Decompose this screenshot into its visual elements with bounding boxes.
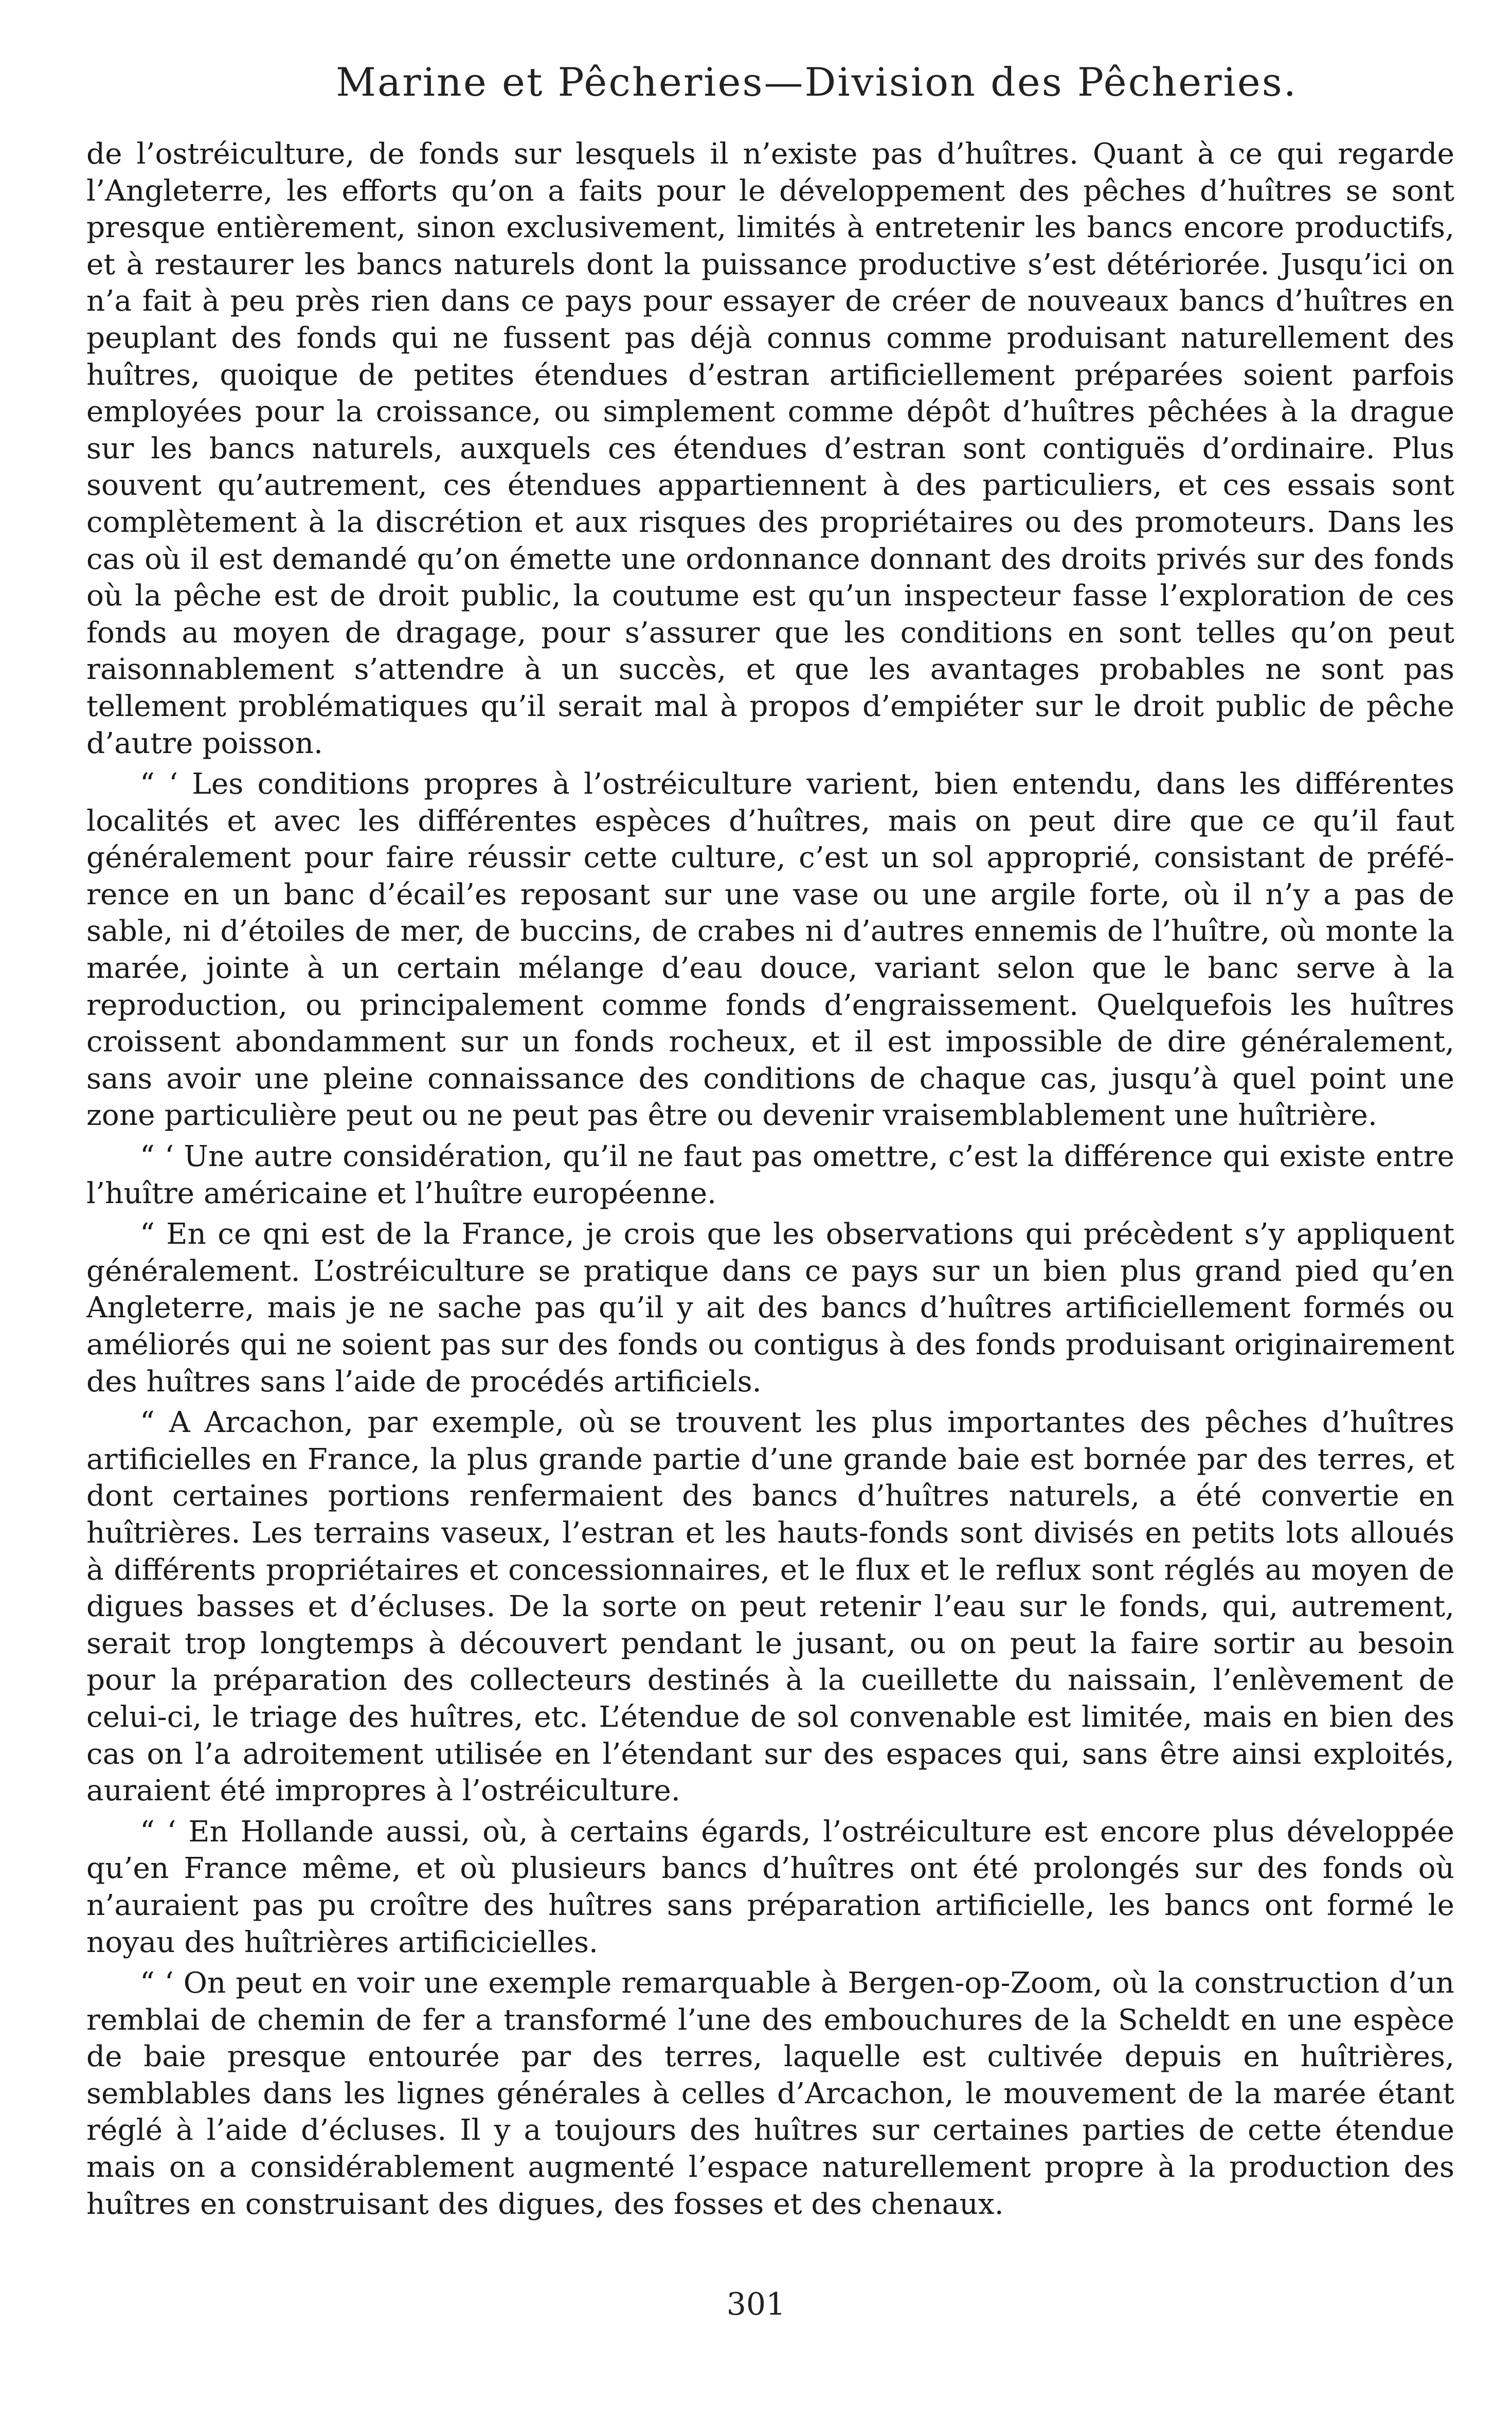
paragraph: “ ‘ En Hollande aussi, où, à certains égards, l’ostréiculture est encore plus développée qu’en France même, et où plusieurs bancs d’huîtres ont été prolongés sur des fonds où n’auraient pas pu croître des huîtres sans préparation artificielle, les bancs ont formé le noyau des huîtrières artificicielles. [86, 1815, 1454, 1959]
paragraph: de l’ostréiculture, de fonds sur lesquels il n’existe pas d’huîtres. Quant à ce qui regarde l’Angleterre, les efforts qu’on a faits pour le développement des pêches d’huîtres se sont presque entièrement, sinon exclusivement, limités à entretenir les bancs encore productifs, et à restaurer les bancs naturels dont la puissance productive s’est détériorée. Jusqu’ici on n’a fait à peu près rien dans ce pays pour essayer de créer de nouveaux bancs d’huîtres en peuplant des fonds qui ne fussent pas déjà connus comme produisant naturellement des huîtres, quoique de petites étendues d’estran artificiellement préparées soient parfois employées pour la croissance, ou simplement comme dépôt d’huîtres pêchées à la drague sur les bancs naturels, auxquels ces étendues d’estran sont contiguës d’ordinaire. Plus souvent qu’autrement, ces étendues appartiennent à des particuliers, et ces essais sont complètement à la discrétion et aux risques des propriétaires ou des promoteurs. Dans les cas où il est demandé qu’on émette une ordonnance donnant des droits privés sur des fonds où la pêche est de droit public, la coutume est qu’un inspecteur fasse l’exploration de ces fonds au moyen de dragage, pour s’assurer que les conditions en sont telles qu’on peut raisonnablement s’attendre à un succès, et que les avantages probables ne sont pas tellement problématiques qu’il serait mal à propos d’empiéter sur le droit public de pêche d’autre poisson. [86, 137, 1454, 760]
running-title: Marine et Pêcheries—Division des Pêcheries. [336, 59, 1298, 105]
page-number: 301 [726, 2286, 786, 2322]
paragraph: “ ‘ On peut en voir une exemple remarquable à Bergen-op-Zoom, où la construction d’un remblai de chemin de fer a transformé l’une des embouchures de la Scheldt en une espèce de baie presque entourée par des terres, laquelle est cultivée depuis en huîtrières, semblables dans les lignes générales à celles d’Arcachon, le mouvement de la marée étant réglé à l’aide d’écluses. Il y a toujours des huîtres sur certaines parties de cette étendue mais on a considérablement augmenté l’espace naturellement propre à la production des huîtres en construisant des digues, des fosses et des chenaux. [86, 1966, 1454, 2221]
document-page [86, 57, 1454, 2223]
paragraph: “ ‘ Une autre considération, qu’il ne faut pas omettre, c’est la différence qui existe entre l’huître américaine et l’huître européenne. [86, 1140, 1454, 1210]
body-text [86, 136, 1454, 2223]
paragraph: “ En ce qni est de la France, je crois que les observations qui précèdent s’y appliquent généralement. L’ostréiculture se pratique dans ce pays sur un bien plus grand pied qu’en Angleterre, mais je ne sache pas qu’il y ait des bancs d’huîtres artificiellement formés ou améliorés qui ne soient pas sur des fonds ou contigus à des fonds produisant originairement des huîtres sans l’aide de procédés artificiels. [86, 1218, 1454, 1399]
paragraph: “ A Arcachon, par exemple, où se trouvent les plus importantes des pêches d’huîtres artificielles en France, la plus grande partie d’une grande baie est bornée par des terres, et dont certaines portions renfermaient des bancs d’huîtres naturels, a été convertie en huîtrières. Les terrains vaseux, l’estran et les hauts-fonds sont divisés en petits lots alloués à différents propriétaires et concessionnaires, et le flux et le reflux sont réglés au moyen de digues basses et d’écluses. De la sorte on peut retenir l’eau sur le fonds, qui, autrement, serait trop longtemps à découvert pendant le jusant, ou on peut la faire sortir au besoin pour la préparation des collecteurs destinés à la cueillette du naissain, l’enlèvement de celui-ci, le triage des huîtres, etc. L’étendue de sol convenable est limitée, mais en bien des cas on l’a adroitement utilisée en l’étendant sur des espaces qui, sans être ainsi exploités, auraient été impropres à l’ostréiculture. [86, 1406, 1454, 1808]
paragraph: “ ‘ Les conditions propres à l’ostréiculture varient, bien entendu, dans les différentes localités et avec les différentes espèces d’huîtres, mais on peut dire que ce qu’il faut généralement pour faire réussir cette culture, c’est un sol approprié, consistant de préférence en un banc d’écail’es reposant sur une vase ou une argile forte, où il n’y a pas de sable, ni d’étoiles de mer, de buccins, de crabes ni d’autres ennemis de l’huître, où monte la marée, jointe à un certain mélange d’eau douce, variant selon que le banc serve à la reproduction, ou principalement comme fonds d’engraissement. Quelquefois les huîtres croissent abondamment sur un fonds rocheux, et il est impossible de dire généralement, sans avoir une pleine connaissance des conditions de chaque cas, jusqu’à quel point une zone particulière peut ou ne peut pas être ou devenir vraisemblablement une huîtrière. [86, 767, 1454, 1133]
